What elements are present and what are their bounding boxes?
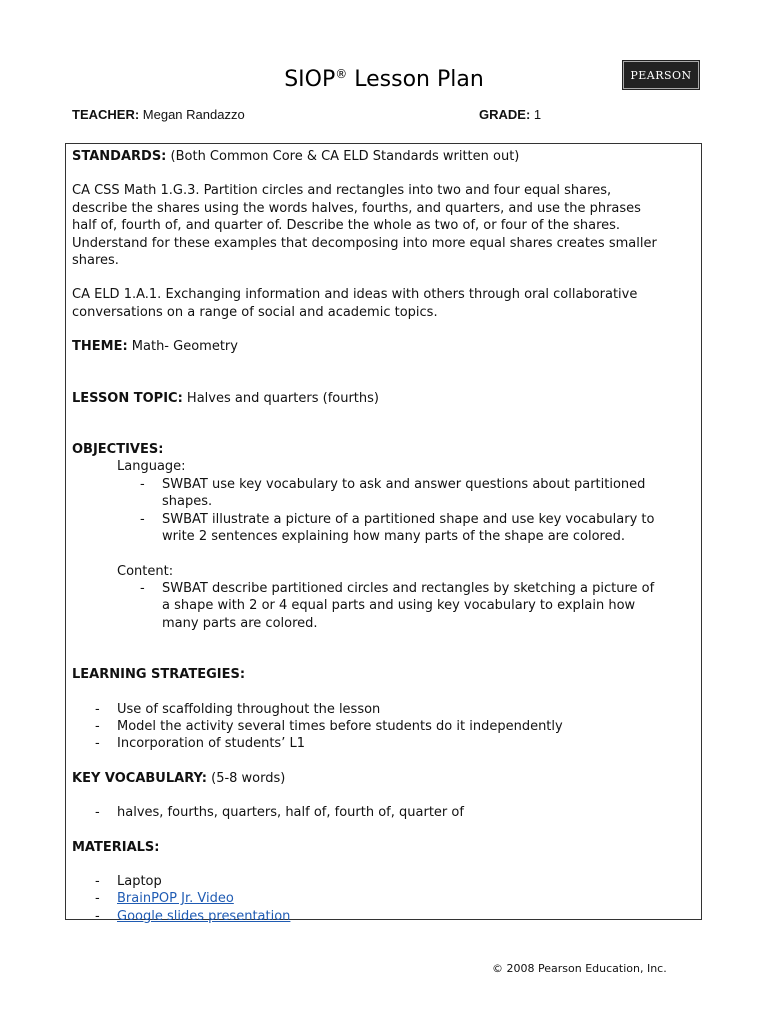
- standard-eld-line: CA ELD 1.A.1. Exchanging information and ideas with others through oral collaborative: [72, 287, 638, 303]
- standard-math-line: CA CSS Math 1.G.3. Partition circles and rectangles into two and four equal shares,: [72, 183, 612, 199]
- page-title: SIOP® Lesson Plan: [284, 67, 484, 92]
- brainpop-video-link[interactable]: BrainPOP Jr. Video: [117, 891, 234, 907]
- objective-item: - SWBAT illustrate a picture of a partitioned shape and use key vocabulary to write 2 sentences explaining how many parts of the shape are colored.: [140, 511, 655, 545]
- material-item: - BrainPOP Jr. Video: [95, 891, 234, 907]
- teacher-field: [72, 107, 245, 123]
- content-label: Content:: [117, 563, 174, 579]
- grade-value: 1: [530, 107, 542, 122]
- teacher-value: Megan Randazzo: [139, 107, 245, 122]
- learning-strategies-heading: LEARNING STRATEGIES:: [72, 667, 246, 683]
- pearson-logo: PEARSON: [622, 60, 700, 90]
- standards-heading: STANDARDS: (Both Common Core & CA ELD Standards written out): [72, 149, 520, 164]
- language-label: Language:: [117, 459, 186, 475]
- material-item: - Laptop: [95, 873, 162, 889]
- grade-field: [479, 107, 541, 123]
- standard-math-line: half of, fourth of, and quarter of. Describe the whole as two of, or four of the shares.: [72, 218, 621, 234]
- copyright-footer: © 2008 Pearson Education, Inc.: [492, 962, 667, 975]
- key-vocabulary-heading: KEY VOCABULARY: (5-8 words): [72, 770, 286, 786]
- teacher-label: TEACHER:: [72, 107, 140, 122]
- grade-label: GRADE:: [479, 107, 531, 122]
- objective-item: - SWBAT use key vocabulary to ask and answer questions about partitioned shapes.: [140, 476, 646, 510]
- strategy-item: - Use of scaffolding throughout the lesson: [95, 701, 381, 717]
- strategy-item: - Incorporation of students’ L1: [95, 736, 305, 752]
- material-item: - Google slides presentation: [95, 908, 291, 924]
- lesson-topic-line: LESSON TOPIC: Halves and quarters (fourths): [72, 390, 379, 406]
- materials-heading: MATERIALS:: [72, 839, 160, 855]
- objectives-heading: OBJECTIVES:: [72, 442, 164, 458]
- standard-eld-line: conversations on a range of social and academic topics.: [72, 304, 438, 320]
- lesson-plan-box: [65, 143, 702, 924]
- standard-math-line: describe the shares using the words halves, fourths, and quarters, and use the phrases: [72, 200, 641, 216]
- google-slides-link[interactable]: Google slides presentation: [117, 908, 291, 924]
- theme-line: THEME: Math- Geometry: [72, 339, 238, 355]
- standard-math-line: shares.: [72, 253, 119, 269]
- strategy-item: - Model the activity several times before students do it independently: [95, 718, 563, 734]
- objective-item: - SWBAT describe partitioned circles and rectangles by sketching a picture of a shape with 2 or 4 equal parts and using key vocabulary to explain how many parts are colored.: [140, 580, 655, 631]
- lesson-plan-content: [72, 148, 696, 925]
- standard-math-line: Understand for these examples that decomposing into more equal shares creates smaller: [72, 235, 657, 251]
- vocabulary-item: - halves, fourths, quarters, half of, fourth of, quarter of: [95, 805, 464, 821]
